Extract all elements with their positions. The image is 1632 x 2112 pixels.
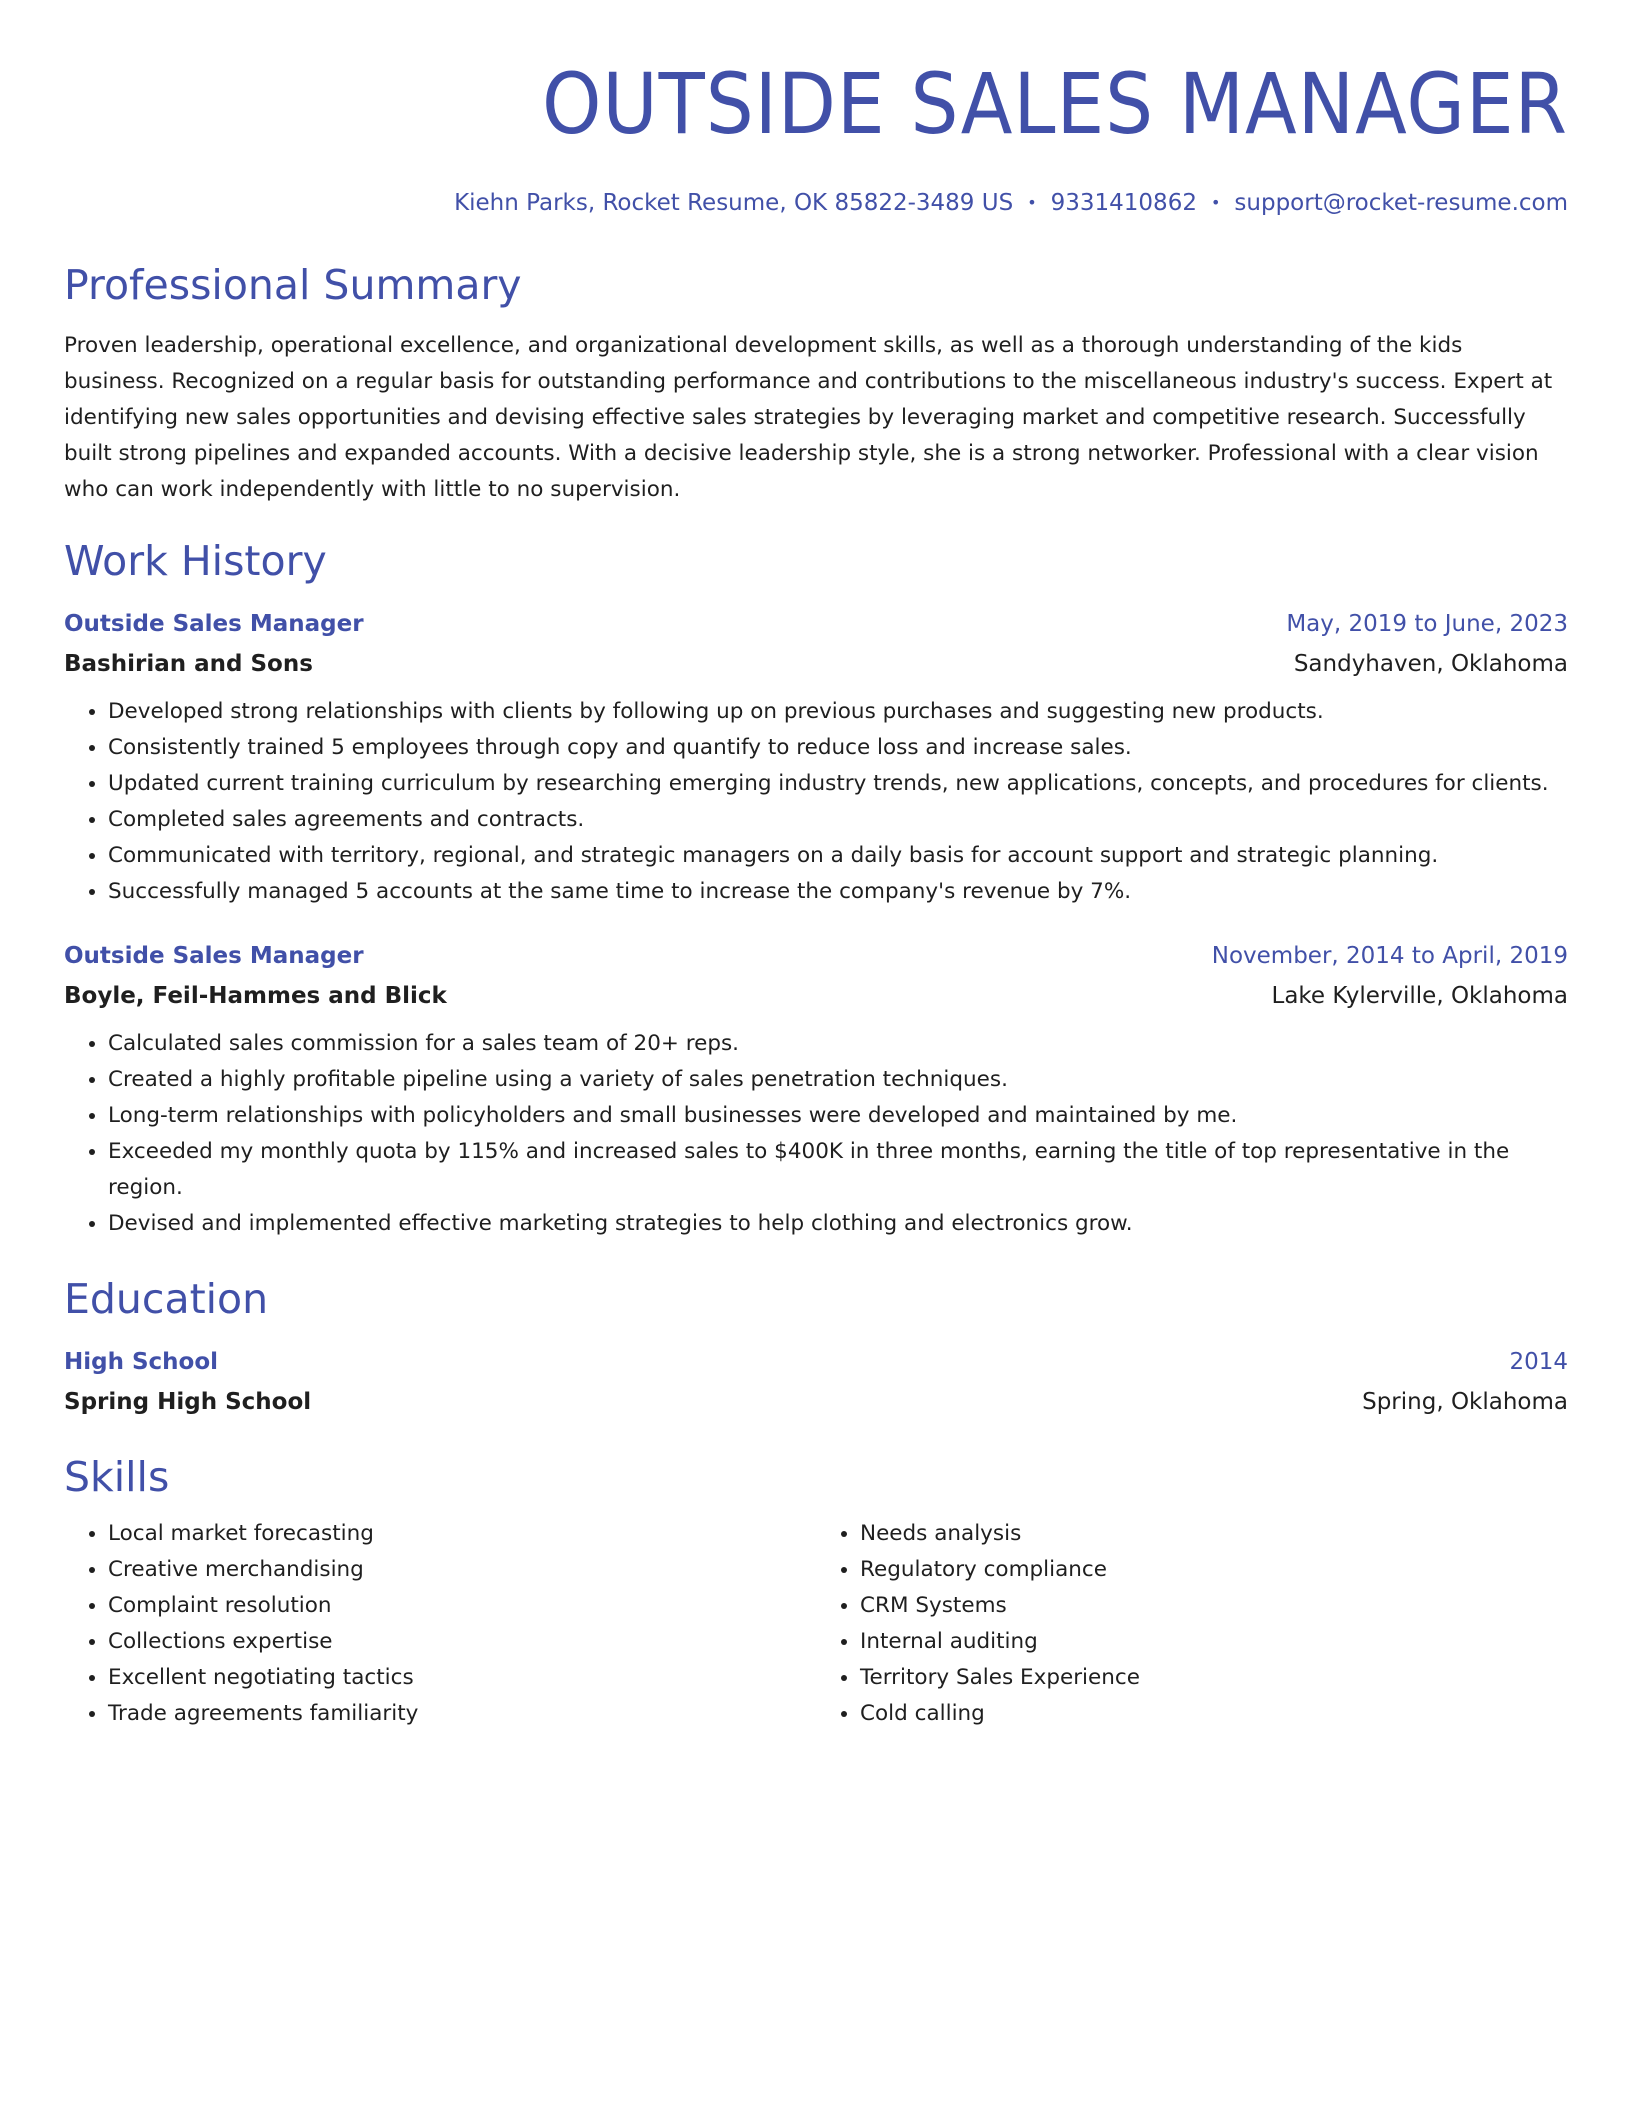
education-header-row bbox=[64, 1342, 1568, 1382]
skill-item: • Territory Sales Experience bbox=[860, 1660, 1568, 1696]
skills-heading: Skills bbox=[64, 1453, 170, 1501]
skill-item: • Needs analysis bbox=[860, 1516, 1568, 1552]
job-company: Boyle, Feil-Hammes and Blick bbox=[64, 983, 447, 1009]
job-bullet: • Exceeded my monthly quota by 115% and increased sales to $400K in three months, earning the title of top representative in the region. bbox=[108, 1134, 1568, 1206]
skill-item: • Local market forecasting bbox=[108, 1516, 816, 1552]
contact-line bbox=[64, 188, 1568, 218]
contact-address: Kiehn Parks, Rocket Resume, OK 85822-3489 US bbox=[454, 190, 1014, 216]
skill-item: • Excellent negotiating tactics bbox=[108, 1660, 816, 1696]
education-heading: Education bbox=[64, 1275, 269, 1323]
education-degree: High School bbox=[64, 1349, 219, 1375]
contact-separator: • bbox=[1210, 193, 1221, 212]
skill-item: • Collections expertise bbox=[108, 1624, 816, 1660]
job-bullet: • Calculated sales commission for a sales team of 20+ reps. bbox=[108, 1026, 1568, 1062]
skill-item: • Trade agreements familiarity bbox=[108, 1696, 816, 1732]
contact-phone: 9331410862 bbox=[1050, 190, 1197, 216]
job-bullet: • Consistently trained 5 employees through copy and quantify to reduce loss and increase sales. bbox=[108, 730, 1568, 766]
contact-email: support@rocket-resume.com bbox=[1234, 190, 1568, 216]
job-entry bbox=[64, 936, 1568, 1242]
job-location: Sandyhaven, Oklahoma bbox=[1293, 651, 1568, 677]
education-location: Spring, Oklahoma bbox=[1362, 1389, 1568, 1415]
skills-right-list bbox=[816, 1516, 1568, 1732]
job-role: Outside Sales Manager bbox=[64, 943, 364, 969]
job-bullet: • Updated current training curriculum by researching emerging industry trends, new applications, concepts, and procedures for clients. bbox=[108, 766, 1568, 802]
skill-item: • Complaint resolution bbox=[108, 1588, 816, 1624]
work-history-heading: Work History bbox=[64, 537, 327, 585]
summary-text: Proven leadership, operational excellence, and organizational development skills, as well as a thorough understanding of the kids business. Recognized on a regular basis for outstanding performance and contributions to the miscellaneous industry's success. Expert at identifying new sales opportunities and devising effective sales strategies by leveraging market and competitive research. Successfully built strong pipelines and expanded accounts. With a decisive leadership style, she is a strong networker. Professional with a clear vision who can work independently with little to no supervision. bbox=[64, 333, 1553, 502]
job-company-row bbox=[64, 644, 1568, 684]
job-role: Outside Sales Manager bbox=[64, 611, 364, 637]
summary-heading: Professional Summary bbox=[64, 261, 522, 309]
skill-item: • Regulatory compliance bbox=[860, 1552, 1568, 1588]
job-bullet: • Completed sales agreements and contracts. bbox=[108, 802, 1568, 838]
job-company: Bashirian and Sons bbox=[64, 651, 313, 677]
job-location: Lake Kylerville, Oklahoma bbox=[1271, 983, 1568, 1009]
education-school-row bbox=[64, 1382, 1568, 1422]
skills-columns bbox=[64, 1516, 1568, 1732]
job-dates: November, 2014 to April, 2019 bbox=[1211, 943, 1568, 969]
resume-header bbox=[64, 56, 1568, 218]
job-bullets bbox=[64, 1026, 1568, 1242]
job-bullet: • Successfully managed 5 accounts at the same time to increase the company's revenue by 7%. bbox=[108, 874, 1568, 910]
job-header-row bbox=[64, 604, 1568, 644]
skills-left-list bbox=[64, 1516, 816, 1732]
job-bullet: • Communicated with territory, regional, and strategic managers on a daily basis for account support and strategic planning. bbox=[108, 838, 1568, 874]
job-bullet: • Developed strong relationships with clients by following up on previous purchases and suggesting new products. bbox=[108, 694, 1568, 730]
job-dates: May, 2019 to June, 2023 bbox=[1286, 611, 1568, 637]
job-bullet: • Long-term relationships with policyholders and small businesses were developed and maintained by me. bbox=[108, 1098, 1568, 1134]
resume-title: OUTSIDE SALES MANAGER bbox=[542, 55, 1568, 153]
contact-separator: • bbox=[1027, 193, 1037, 212]
job-company-row bbox=[64, 976, 1568, 1016]
job-bullet: • Devised and implemented effective marketing strategies to help clothing and electronics grow. bbox=[108, 1206, 1568, 1242]
job-bullet: • Created a highly profitable pipeline using a variety of sales penetration techniques. bbox=[108, 1062, 1568, 1098]
skill-item: • Cold calling bbox=[860, 1696, 1568, 1732]
job-header-row bbox=[64, 936, 1568, 976]
job-entry bbox=[64, 604, 1568, 910]
skill-item: • CRM Systems bbox=[860, 1588, 1568, 1624]
education-year: 2014 bbox=[1509, 1349, 1568, 1375]
skill-item: • Internal auditing bbox=[860, 1624, 1568, 1660]
education-school: Spring High School bbox=[64, 1389, 312, 1415]
job-bullets bbox=[64, 694, 1568, 910]
education-entry bbox=[64, 1342, 1568, 1422]
skill-item: • Creative merchandising bbox=[108, 1552, 816, 1588]
